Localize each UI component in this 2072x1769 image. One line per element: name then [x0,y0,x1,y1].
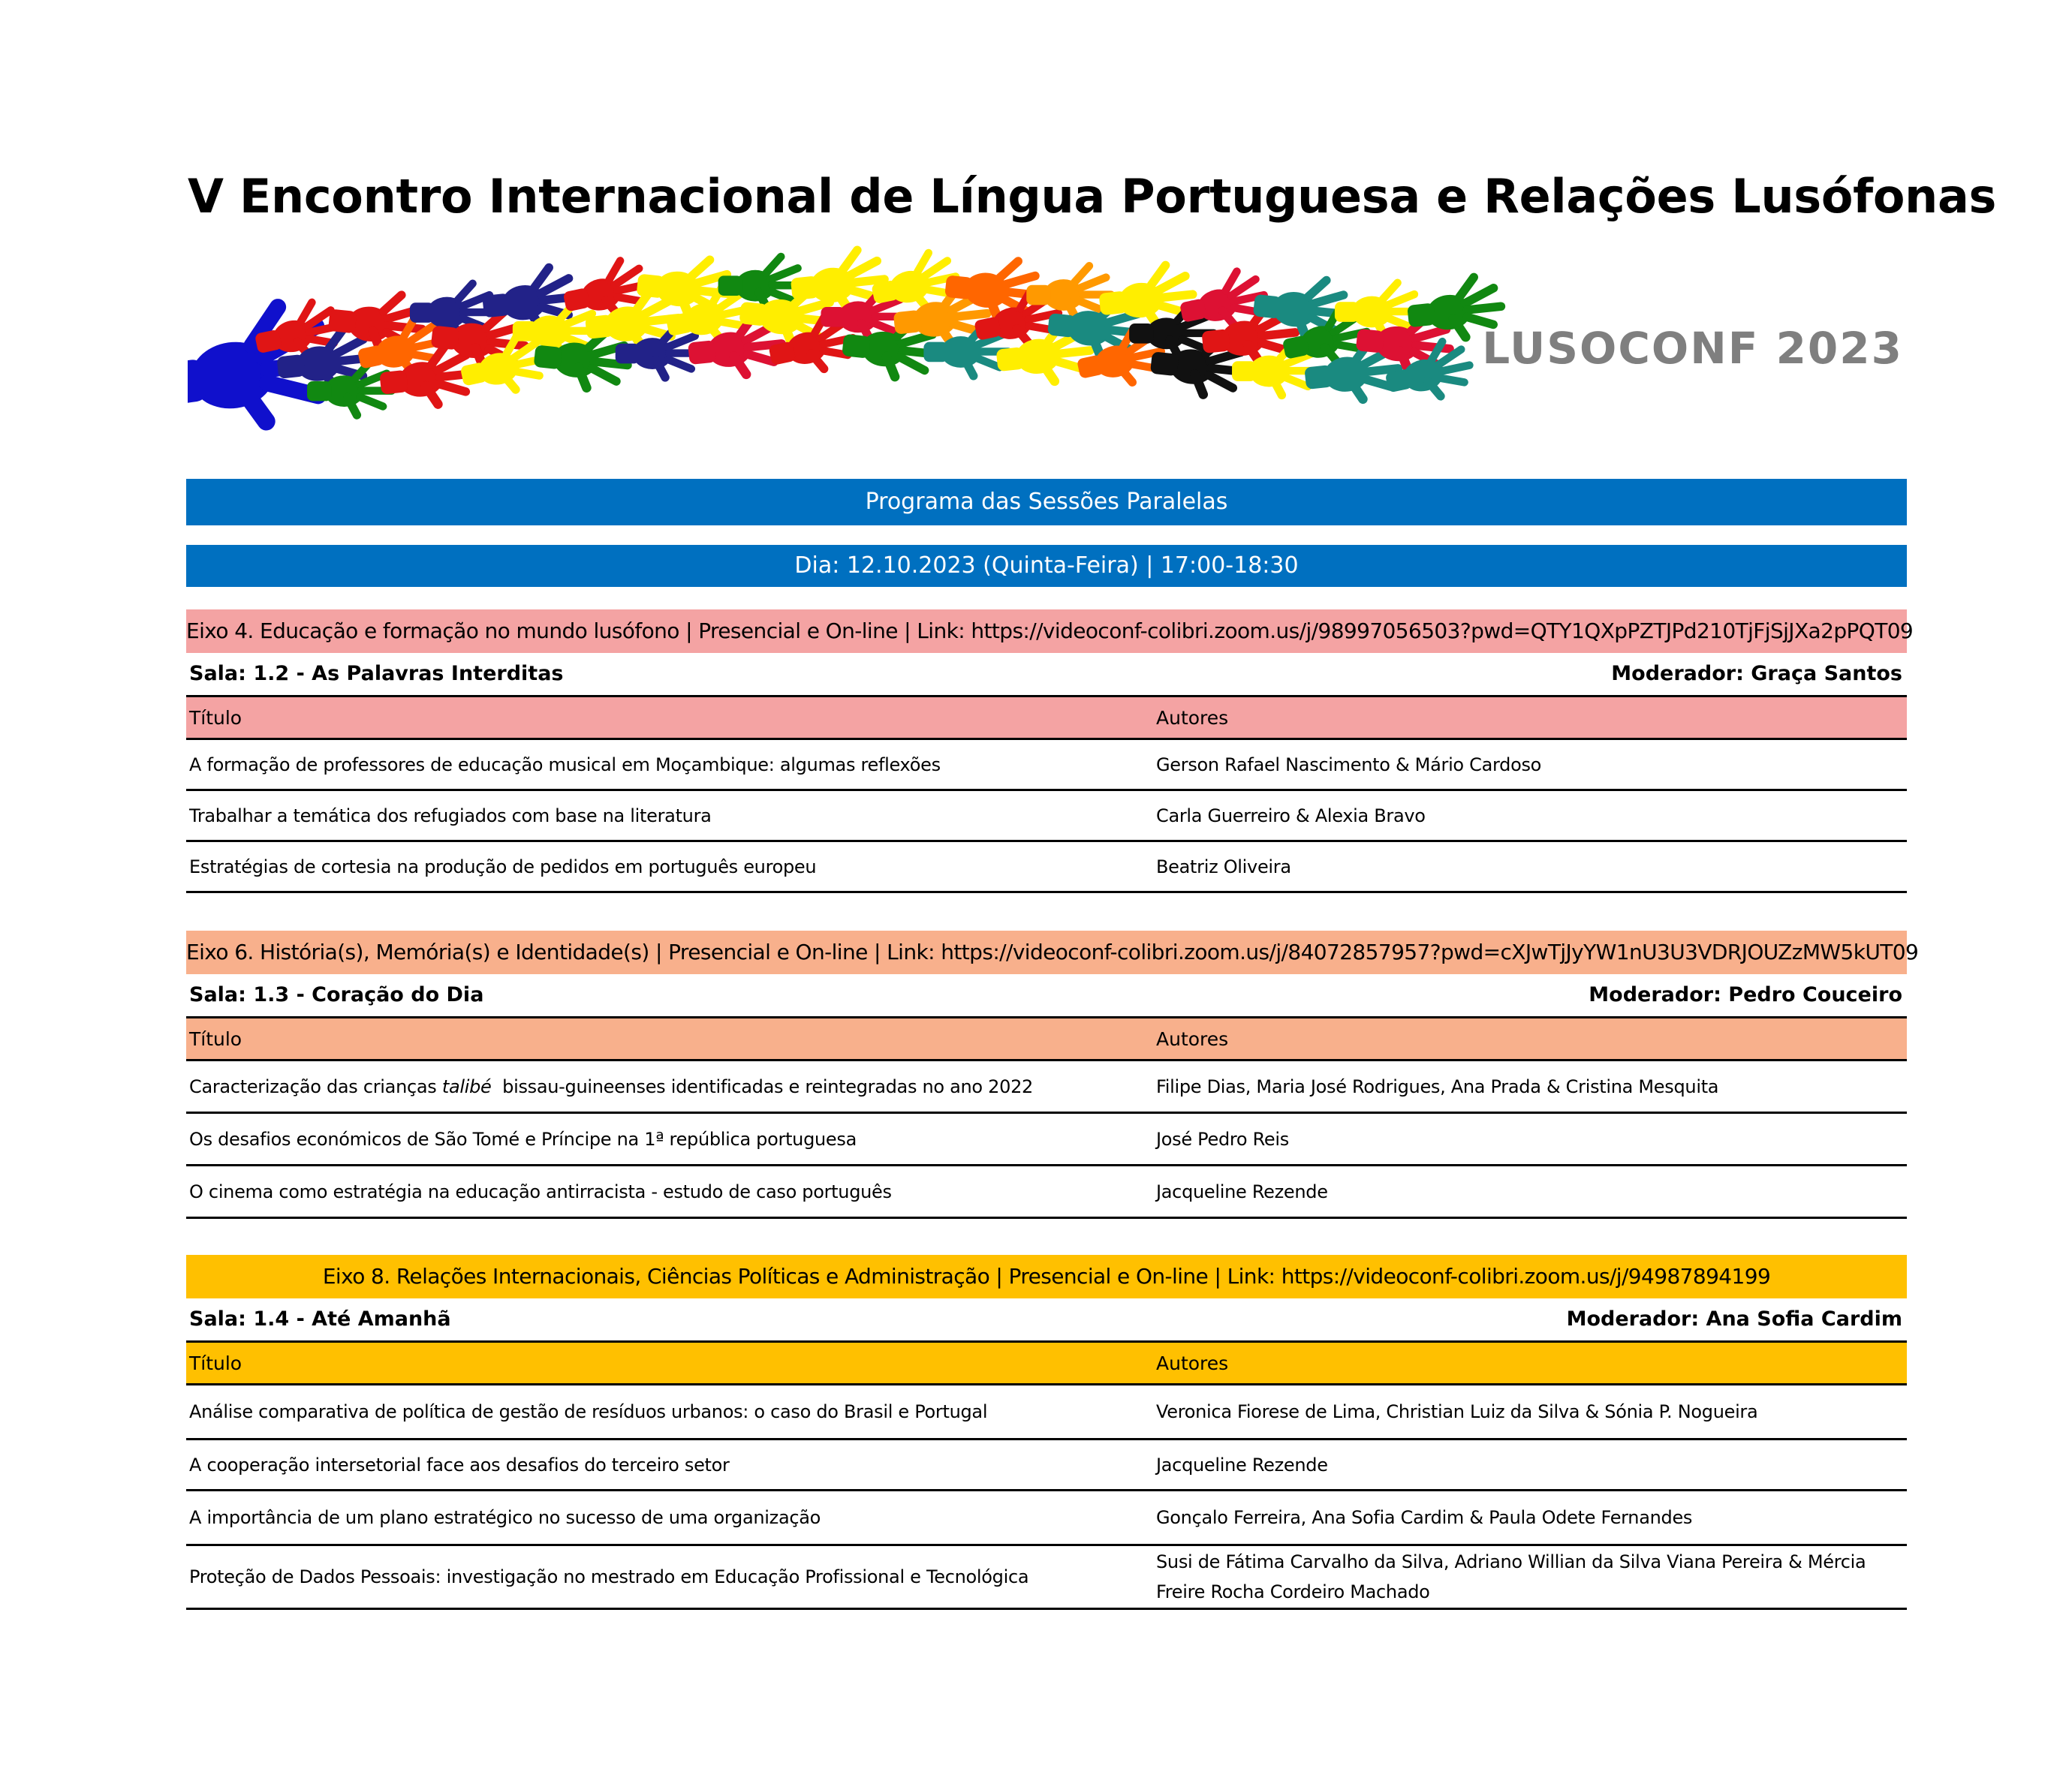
paper-authors: Gerson Rafael Nascimento & Mário Cardoso [1156,754,1542,775]
session-eixo-6 [186,931,1919,1219]
table-row [186,791,1907,842]
paper-title: A cooperação intersetorial face aos desafios do terceiro setor [189,1454,730,1476]
session-room-row [186,1298,1907,1343]
table-row [186,1385,1907,1440]
paper-authors: Carla Guerreiro & Alexia Bravo [1156,805,1426,826]
column-title-header: Título [189,1028,242,1050]
paper-authors: Susi de Fátima Carvalho da Silva, Adriano Willian da Silva Viana Pereira & Mércia Freire Rocha Cordeiro Machado [1156,1551,1866,1602]
moderator-label: Moderador: Ana Sofia Cardim [1566,1307,1902,1331]
paper-title: A formação de professores de educação musical em Moçambique: algumas reflexões [189,754,941,775]
session-room-row [186,974,1907,1018]
column-title-header: Título [189,1352,242,1374]
session-heading: Eixo 4. Educação e formação no mundo lusófono | Presencial e On-line | Link: https://videoconf-colibri.zoom.us/j/98997056503?pwd=QTY1QXpPZTJPd210TjFjSjJXa2pPQT09 [186,609,1907,653]
paper-title-part: bissau-guineenses identificadas e reintegradas no ano 2022 [491,1076,1034,1097]
paper-title: Os desafios económicos de São Tomé e Príncipe na 1ª república portuguesa [189,1128,857,1150]
table-header [186,1343,1907,1385]
session-eixo-4 [186,609,1914,893]
paper-title [189,1076,1033,1097]
column-authors-header: Autores [1156,1028,1229,1050]
paper-title-italic: talibé [441,1076,492,1097]
table-row [186,1440,1907,1491]
conference-banner [188,225,1903,465]
paper-authors: Jacqueline Rezende [1156,1454,1328,1476]
paper-title-part: Caracterização das crianças [189,1076,442,1097]
table-row [186,1546,1907,1610]
paper-authors: Beatriz Oliveira [1156,856,1291,877]
table-header [186,1018,1907,1061]
paper-title: Trabalhar a temática dos refugiados com base na literatura [189,805,712,826]
session-room-row [186,653,1907,697]
column-authors-header: Autores [1156,1352,1229,1374]
session-heading: Eixo 6. História(s), Memória(s) e Identidade(s) | Presencial e On-line | Link: https://videoconf-colibri.zoom.us/j/84072857957?pwd=cXJwTjJyYW1nU3U3VDRJOUZzMW5kUT09 [186,931,1907,974]
table-row [186,740,1907,791]
paper-authors: Veronica Fiorese de Lima, Christian Luiz da Silva & Sónia P. Nogueira [1156,1401,1758,1422]
table-header [186,697,1907,740]
table-row [186,1114,1907,1166]
paper-authors: José Pedro Reis [1156,1128,1289,1150]
table-row [186,842,1907,893]
paper-title: O cinema como estratégia na educação antirracista - estudo de caso português [189,1181,892,1202]
paper-title: Estratégias de cortesia na produção de pedidos em português europeu [189,856,817,877]
paper-authors: Filipe Dias, Maria José Rodrigues, Ana Prada & Cristina Mesquita [1156,1076,1719,1097]
table-row [186,1061,1907,1114]
column-title-header: Título [189,707,242,729]
session-heading: Eixo 8. Relações Internacionais, Ciências Políticas e Administração | Presencial e On-line | Link: https://videoconf-colibri.zoom.us/j/94987894199 [186,1255,1907,1298]
session-eixo-8 [186,1255,1907,1610]
page-title: V Encontro Internacional de Língua Portuguesa e Relações Lusófonas [188,169,1997,224]
paper-authors: Jacqueline Rezende [1156,1181,1328,1202]
day-banner: Dia: 12.10.2023 (Quinta-Feira) | 17:00-18:30 [186,545,1907,587]
conference-logo-text: LUSOCONF 2023 [1482,323,1903,374]
room-label: Sala: 1.2 - As Palavras Interditas [189,662,564,685]
paper-title: Proteção de Dados Pessoais: investigação no mestrado em Educação Profissional e Tecnológica [189,1566,1029,1587]
room-label: Sala: 1.3 - Coração do Dia [189,983,484,1006]
hands-logo-image [188,225,1509,465]
table-row [186,1491,1907,1546]
moderator-label: Moderador: Pedro Couceiro [1589,983,1902,1006]
table-row [186,1166,1907,1219]
paper-title: Análise comparativa de política de gestão de resíduos urbanos: o caso do Brasil e Portugal [189,1401,988,1422]
paper-title: A importância de um plano estratégico no sucesso de uma organização [189,1507,821,1528]
moderator-label: Moderador: Graça Santos [1611,662,1902,685]
program-banner: Programa das Sessões Paralelas [186,479,1907,525]
column-authors-header: Autores [1156,707,1229,729]
paper-authors: Gonçalo Ferreira, Ana Sofia Cardim & Paula Odete Fernandes [1156,1507,1693,1528]
room-label: Sala: 1.4 - Até Amanhã [189,1307,451,1331]
